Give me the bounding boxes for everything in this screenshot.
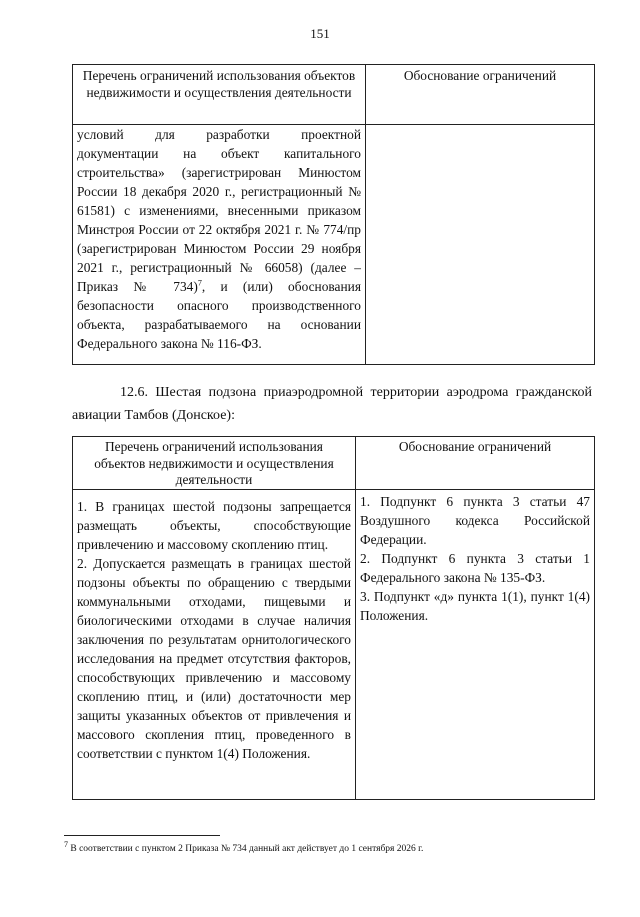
footnote-reference: 7 [197, 278, 202, 288]
table-header-cell-list [73, 65, 366, 125]
justification-list [356, 490, 594, 625]
justification-cell [356, 489, 595, 799]
section-heading: 12.6. Шестая подзона приаэродромной территории аэродрома гражданской авиации Тамбов (Донское): [72, 385, 592, 423]
justification-cell [366, 125, 595, 365]
list-item: 1. Подпункт 6 пункта 3 статьи 47 Воздушного кодекса Российской Федерации. [360, 493, 590, 547]
table-header-row [73, 65, 595, 125]
restrictions-cell [73, 489, 356, 799]
restrictions-text [73, 125, 365, 353]
footnote [64, 839, 594, 855]
column-header-restrictions: Перечень ограничений использования объектов недвижимости и осуществления деятельности [94, 439, 334, 488]
column-header-justification: Обоснование ограничений [398, 439, 552, 454]
restrictions-table-continued [72, 64, 595, 365]
list-item: 2. Подпункт 6 пункта 3 статьи 1 Федерального закона № 135-ФЗ. [360, 550, 590, 585]
restrictions-text-part-a: условий для разработки проектной документации на объект капитального строительства» (зарегистрирован Минюстом России 18 декабря 2020 г., регистрационный № 61581) с изменениями, внесенными приказом Минстроя России от 22 октября 2021 г. № 774/пр (зарегистрирован Минюстом России 29 ноября 2021 г., регистрационный № 66058) (далее – Приказ № 734) [77, 127, 361, 294]
table-header-row [73, 437, 595, 490]
restrictions-table-subzone-6 [72, 436, 595, 800]
column-header-justification: Обоснование ограничений [403, 68, 557, 83]
list-item: 3. Подпункт «д» пункта 1(1), пункт 1(4) Положения. [360, 588, 590, 623]
list-item: 1. В границах шестой подзоны запрещается размещать объекты, способствующие привлечению и массовому скоплению птиц. [77, 498, 351, 552]
table-row [73, 489, 595, 799]
page-number: 151 [310, 26, 330, 41]
footnote-text: В соответствии с пунктом 2 Приказа № 734 данный акт действует до 1 сентября 2026 г. [70, 844, 424, 854]
restrictions-list [73, 490, 355, 763]
table-header-cell-justification [366, 65, 595, 125]
footnote-divider [64, 835, 220, 836]
restrictions-cell [73, 125, 366, 365]
table-header-cell-list [73, 437, 356, 490]
column-header-restrictions: Перечень ограничений использования объектов недвижимости и осуществления деятельности [82, 68, 356, 100]
restrictions-text-part-b: , и (или) обоснования безопасности опасного производственного объекта, разрабатываемого на основании Федерального закона № 116-ФЗ. [77, 279, 361, 351]
table-row [73, 125, 595, 365]
footnote-marker: 7 [64, 839, 68, 849]
list-item: 2. Допускается размещать в границах шестой подзоны объекты по обращению с твердыми коммунальными отходами, пищевыми и биологическими отходами в случае наличия заключения по результатам орнитологического исследования на предмет отсутствия факторов, способствующих привлечению и массовому скоплению птиц, и (или) достаточности мер защиты указанных объектов от привлечения и массового скопления птиц, проведенного в соответствии с пунктом 1(4) Положения. [77, 555, 351, 761]
table-header-cell-justification [356, 437, 595, 490]
